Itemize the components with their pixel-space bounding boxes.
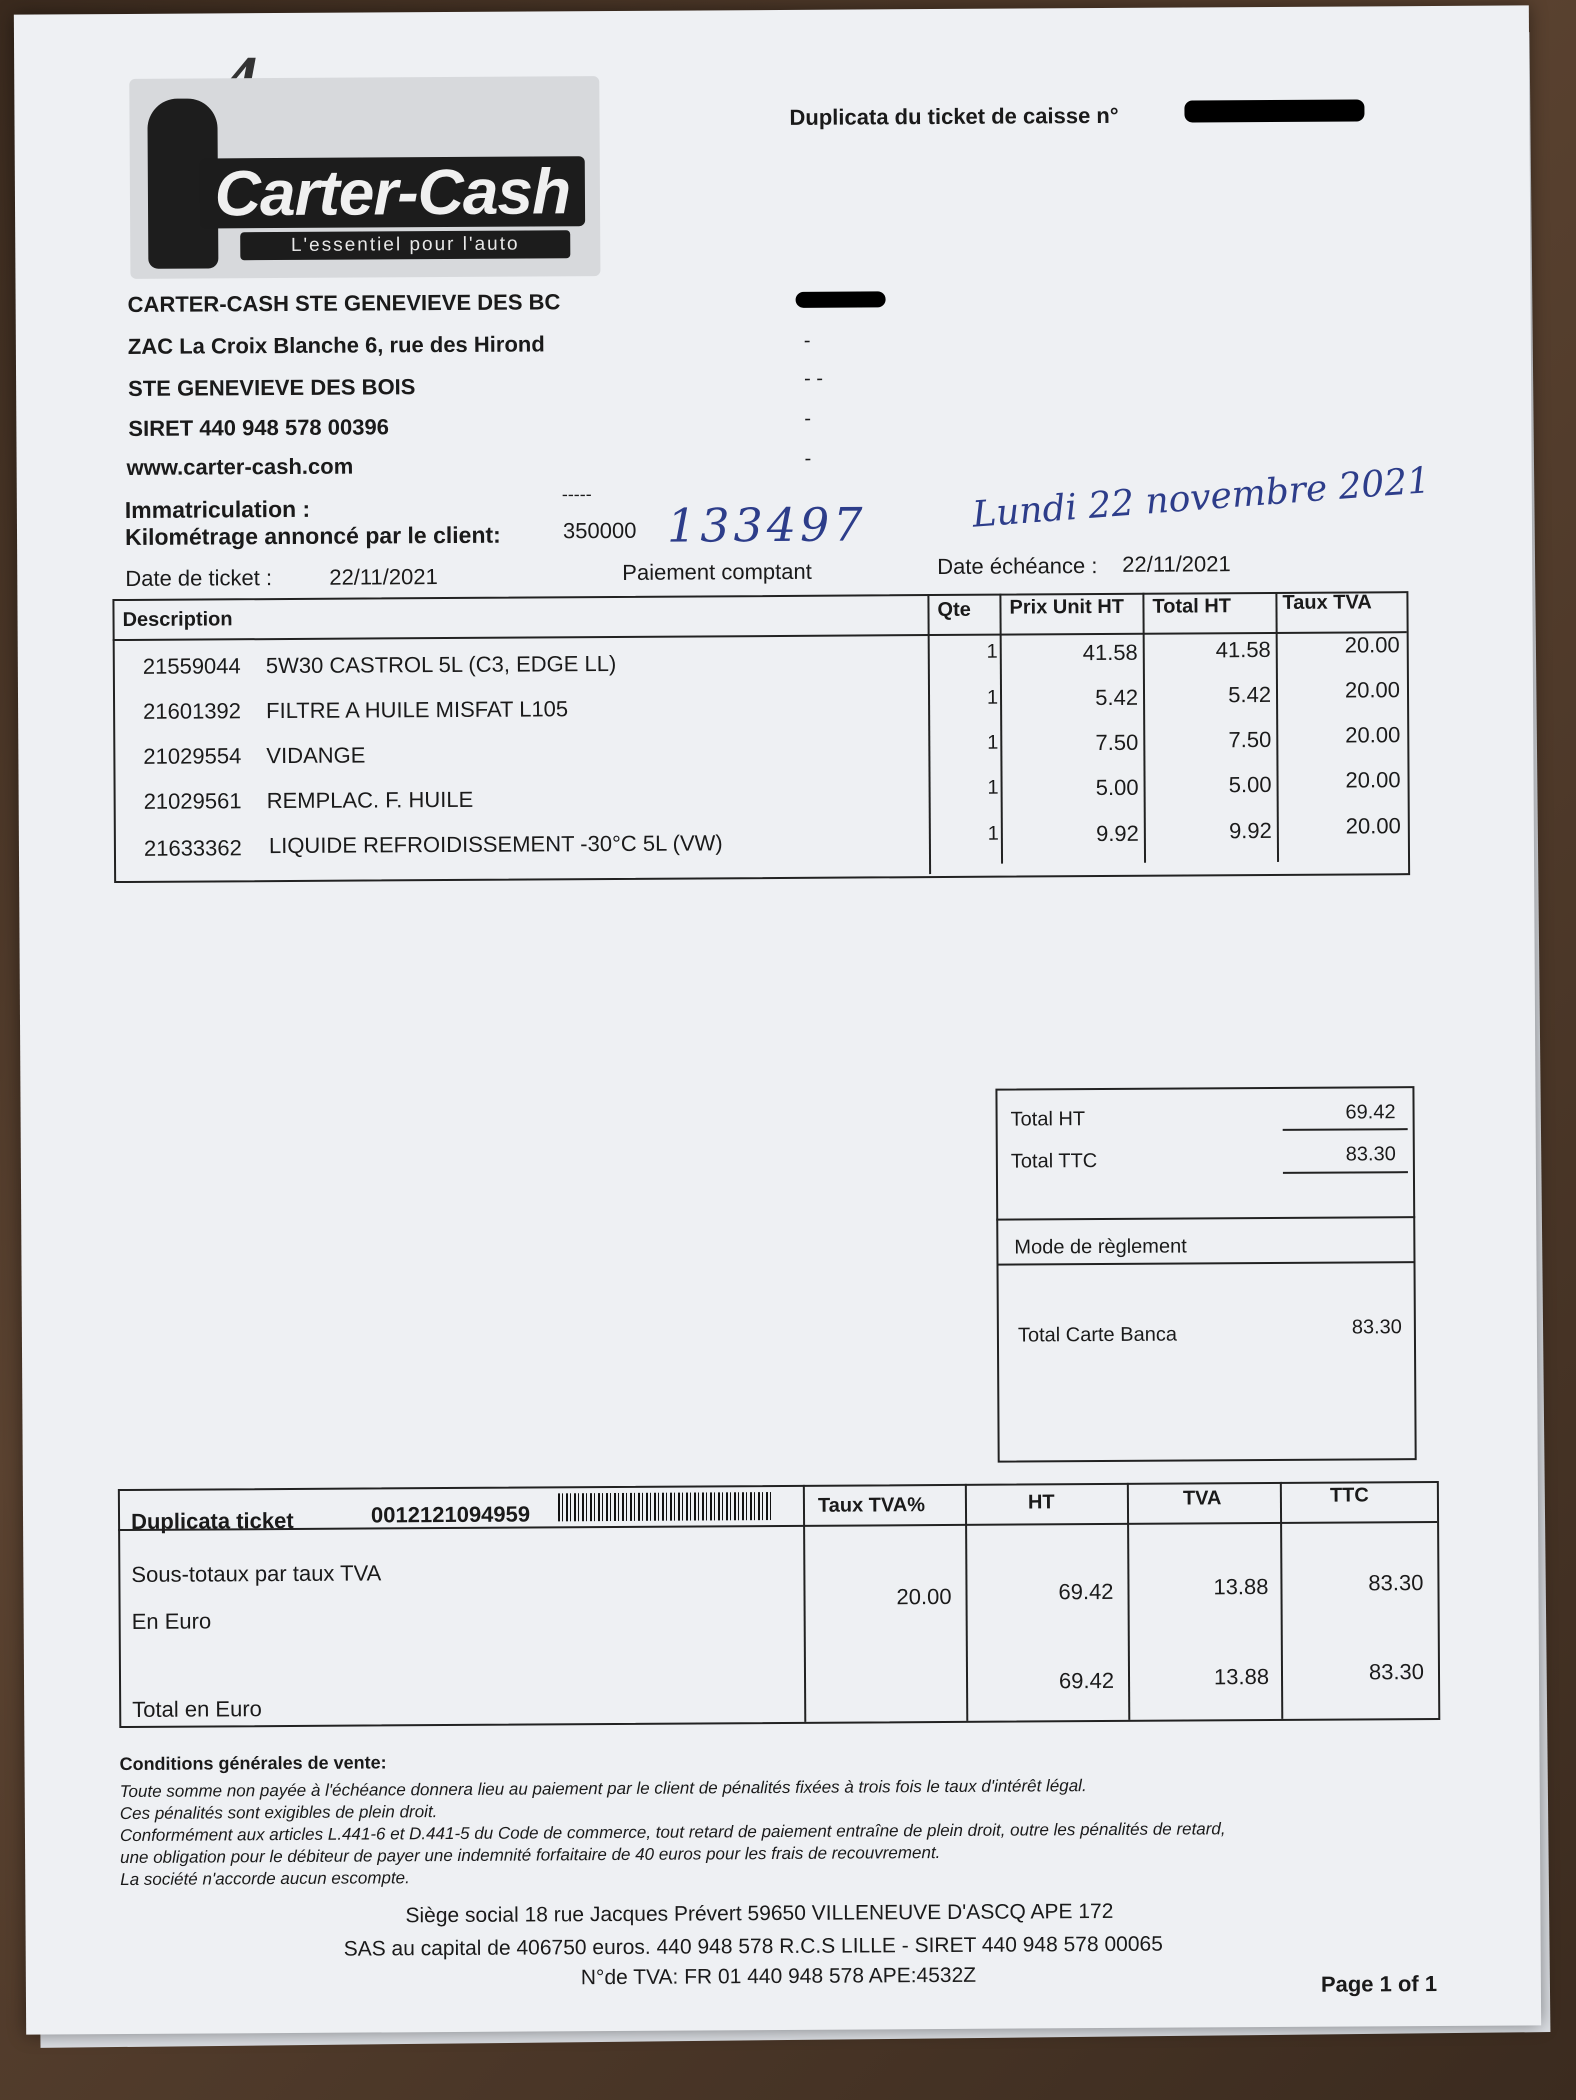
total-ht-label: Total HT: [1010, 1108, 1086, 1131]
redacted-store-info: [796, 291, 886, 308]
logo-text: Carter-Cash: [200, 156, 585, 228]
payment-type: Paiement comptant: [622, 558, 812, 585]
item-code: 21029561: [143, 788, 242, 814]
item-unit-price: 9.92: [1095, 820, 1139, 847]
item-total: 9.92: [1228, 817, 1272, 844]
item-tva: 20.00: [1345, 813, 1401, 839]
header-total-ht: Total HT: [1152, 595, 1232, 618]
payment-mode-label: Mode de règlement: [1014, 1235, 1187, 1259]
total-ttc-value: 83.30: [1345, 1143, 1396, 1166]
logo-tagline: L'essentiel pour l'auto: [240, 230, 570, 260]
total-ht: 69.42: [1058, 1667, 1115, 1694]
dash-1: -: [803, 329, 811, 352]
item-qty: 1: [987, 776, 999, 799]
euro-label: En Euro: [131, 1608, 212, 1634]
subtotal-rate: 20.00: [896, 1583, 952, 1610]
item-label: VIDANGE: [266, 742, 366, 769]
carter-cash-logo: [129, 76, 600, 279]
item-unit-price: 41.58: [1082, 639, 1138, 666]
store-website: www.carter-cash.com: [126, 453, 354, 480]
item-label: 5W30 CASTROL 5L (C3, EDGE LL): [265, 650, 617, 679]
vat-summary-table: [118, 1481, 1440, 1728]
km-handwritten: 133497: [666, 497, 867, 553]
conditions-line: La société n'accorde aucun escompte.: [120, 1868, 410, 1890]
item-code: 21029554: [143, 743, 242, 769]
dash-4: -: [804, 447, 812, 470]
subtotal-ht: 69.42: [1058, 1578, 1114, 1605]
km-value: 350000: [562, 517, 637, 544]
subtotal-ttc: 83.30: [1368, 1570, 1424, 1596]
conditions-line: Ces pénalités sont exigibles de plein droit.: [119, 1802, 438, 1824]
item-unit-price: 5.42: [1095, 684, 1139, 711]
duplicata-ticket-label: Duplicata ticket: [130, 1507, 294, 1534]
item-code: 21601392: [143, 698, 242, 724]
card-total-label: Total Carte Banca: [1017, 1323, 1177, 1347]
duplicata-ticket-number: 0012121094959: [370, 1501, 531, 1528]
due-date-label: Date échéance :: [937, 553, 1098, 580]
subtotal-tva: 13.88: [1213, 1574, 1269, 1600]
header-description: Description: [122, 608, 233, 631]
item-unit-price: 7.50: [1095, 729, 1139, 756]
duplicata-title: Duplicata du ticket de caisse n°: [789, 102, 1119, 130]
store-address: ZAC La Croix Blanche 6, rue des Hirond: [127, 331, 545, 359]
ticket-date-value: 22/11/2021: [329, 564, 438, 590]
item-tva: 20.00: [1344, 632, 1400, 658]
item-total: 5.00: [1228, 771, 1272, 798]
header-unit-price: Prix Unit HT: [1009, 595, 1125, 619]
due-date-value: 22/11/2021: [1122, 551, 1231, 577]
date-handwritten: Lundi 22 novembre 2021: [970, 460, 1432, 536]
item-tva: 20.00: [1345, 767, 1401, 793]
item-label: REMPLAC. F. HUILE: [266, 786, 474, 814]
footer-line-2: SAS au capital de 406750 euros. 440 948 578 R.C.S LILLE - SIRET 440 948 578 00065: [343, 1932, 1163, 1961]
km-label: Kilométrage annoncé par le client:: [124, 521, 501, 550]
footer-line-3: N°de TVA: FR 01 440 948 578 APE:4532Z: [580, 1963, 977, 1990]
item-label: LIQUIDE REFROIDISSEMENT -30°C 5L (VW): [268, 830, 723, 859]
store-name: CARTER-CASH STE GENEVIEVE DES BC: [127, 289, 561, 317]
item-unit-price: 5.00: [1095, 774, 1139, 801]
header-tva-rate: Taux TVA: [1282, 591, 1372, 614]
item-label: FILTRE A HUILE MISFAT L105: [266, 696, 569, 724]
item-tva: 20.00: [1345, 722, 1401, 748]
item-code: 21559044: [142, 653, 241, 679]
header-qte: Qte: [937, 598, 971, 622]
dash-2: - -: [804, 367, 824, 390]
conditions-title: Conditions générales de vente:: [119, 1752, 387, 1775]
store-city: STE GENEVIEVE DES BOIS: [128, 374, 416, 401]
receipt-page: [14, 5, 1541, 2034]
conditions-line: Conformément aux articles L.441-6 et D.441-5 du Code de commerce, tout retard de paiement entraîne de plein droit, outre les pénalités de retard,: [119, 1819, 1226, 1846]
conditions-line: une obligation pour le débiteur de payer une indemnité forfaitaire de 40 euros pour les frais de recouvrement.: [120, 1843, 941, 1868]
vat-header-ttc: TTC: [1329, 1484, 1369, 1507]
redacted-ticket-number: [1184, 99, 1364, 122]
item-qty: 1: [986, 686, 999, 709]
page-number: Page 1 of 1: [1320, 1970, 1438, 1997]
footer-line-1: Siège social 18 rue Jacques Prévert 59650 VILLENEUVE D'ASCQ APE 172: [405, 1899, 1114, 1928]
store-siret: SIRET 440 948 578 00396: [128, 414, 389, 441]
barcode: [558, 1492, 773, 1521]
card-total-value: 83.30: [1351, 1316, 1402, 1339]
vat-header-rate: Taux TVA%: [817, 1494, 926, 1517]
item-qty: 1: [987, 822, 999, 845]
dash-3: -: [804, 407, 812, 430]
vat-header-tva: TVA: [1182, 1487, 1222, 1510]
ticket-date-label: Date de ticket :: [125, 565, 273, 591]
immat-label: Immatriculation :: [124, 495, 311, 523]
total-ttc-label: Total TTC: [1010, 1150, 1098, 1173]
item-code: 21633362: [143, 835, 242, 861]
item-qty: 1: [987, 731, 999, 754]
immat-value: -----: [561, 484, 592, 505]
vat-header-ht: HT: [1027, 1491, 1055, 1514]
item-total: 41.58: [1215, 636, 1271, 663]
conditions-line: Toute somme non payée à l'échéance donnera lieu au paiement par le client de pénalités fixées à trois fois le taux d'intérêt légal.: [119, 1776, 1087, 1802]
total-euro-label: Total en Euro: [132, 1696, 262, 1722]
item-total: 5.42: [1228, 681, 1272, 708]
item-tva: 20.00: [1344, 677, 1401, 703]
total-ttc: 83.30: [1368, 1659, 1425, 1685]
item-qty: 1: [986, 640, 998, 663]
total-tva: 13.88: [1213, 1664, 1270, 1690]
item-total: 7.50: [1228, 726, 1272, 753]
subtotal-label: Sous-totaux par taux TVA: [131, 1560, 382, 1587]
total-ht-value: 69.42: [1345, 1101, 1396, 1124]
